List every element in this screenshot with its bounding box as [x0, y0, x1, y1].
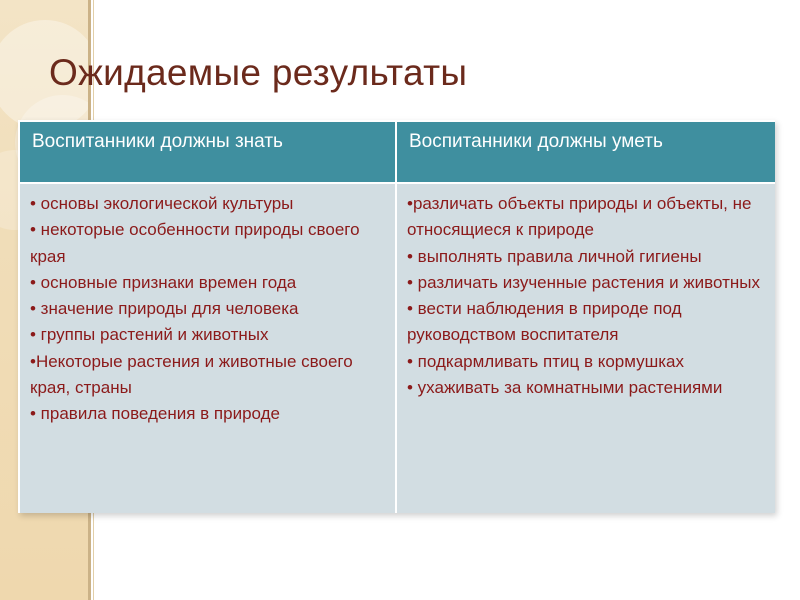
know-list [30, 191, 385, 428]
table-cell-know [20, 184, 397, 513]
can-list [407, 191, 765, 401]
list-item: • вести наблюдения в природе под руководством воспитателя [407, 299, 682, 345]
list-item: • выполнять правила личной гигиены [407, 246, 702, 266]
list-item: • некоторые особенности природы своего края [30, 220, 360, 266]
results-table [18, 120, 775, 513]
list-item: • основные признаки времен года [30, 272, 297, 292]
list-item: •различать объекты природы и объекты, не относящиеся к природе [407, 194, 752, 240]
list-item: • различать изученные растения и животных [407, 272, 760, 292]
list-item: • значение природы для человека [30, 299, 299, 319]
list-item: • основы экологической культуры [30, 194, 294, 213]
list-item: • ухаживать за комнатными растениями [407, 378, 723, 398]
list-item: • подкармливать птиц в кормушках [407, 351, 685, 371]
list-item: • группы растений и животных [30, 325, 269, 345]
table-header-know: Воспитанники должны знать [20, 122, 397, 184]
table-header-can: Воспитанники должны уметь [397, 122, 775, 184]
table-cell-can [397, 184, 775, 513]
list-item: •Некоторые растения и животные своего края, страны [30, 351, 353, 398]
list-item: • правила поведения в природе [30, 404, 281, 424]
slide-title: Ожидаемые результаты [49, 52, 468, 93]
